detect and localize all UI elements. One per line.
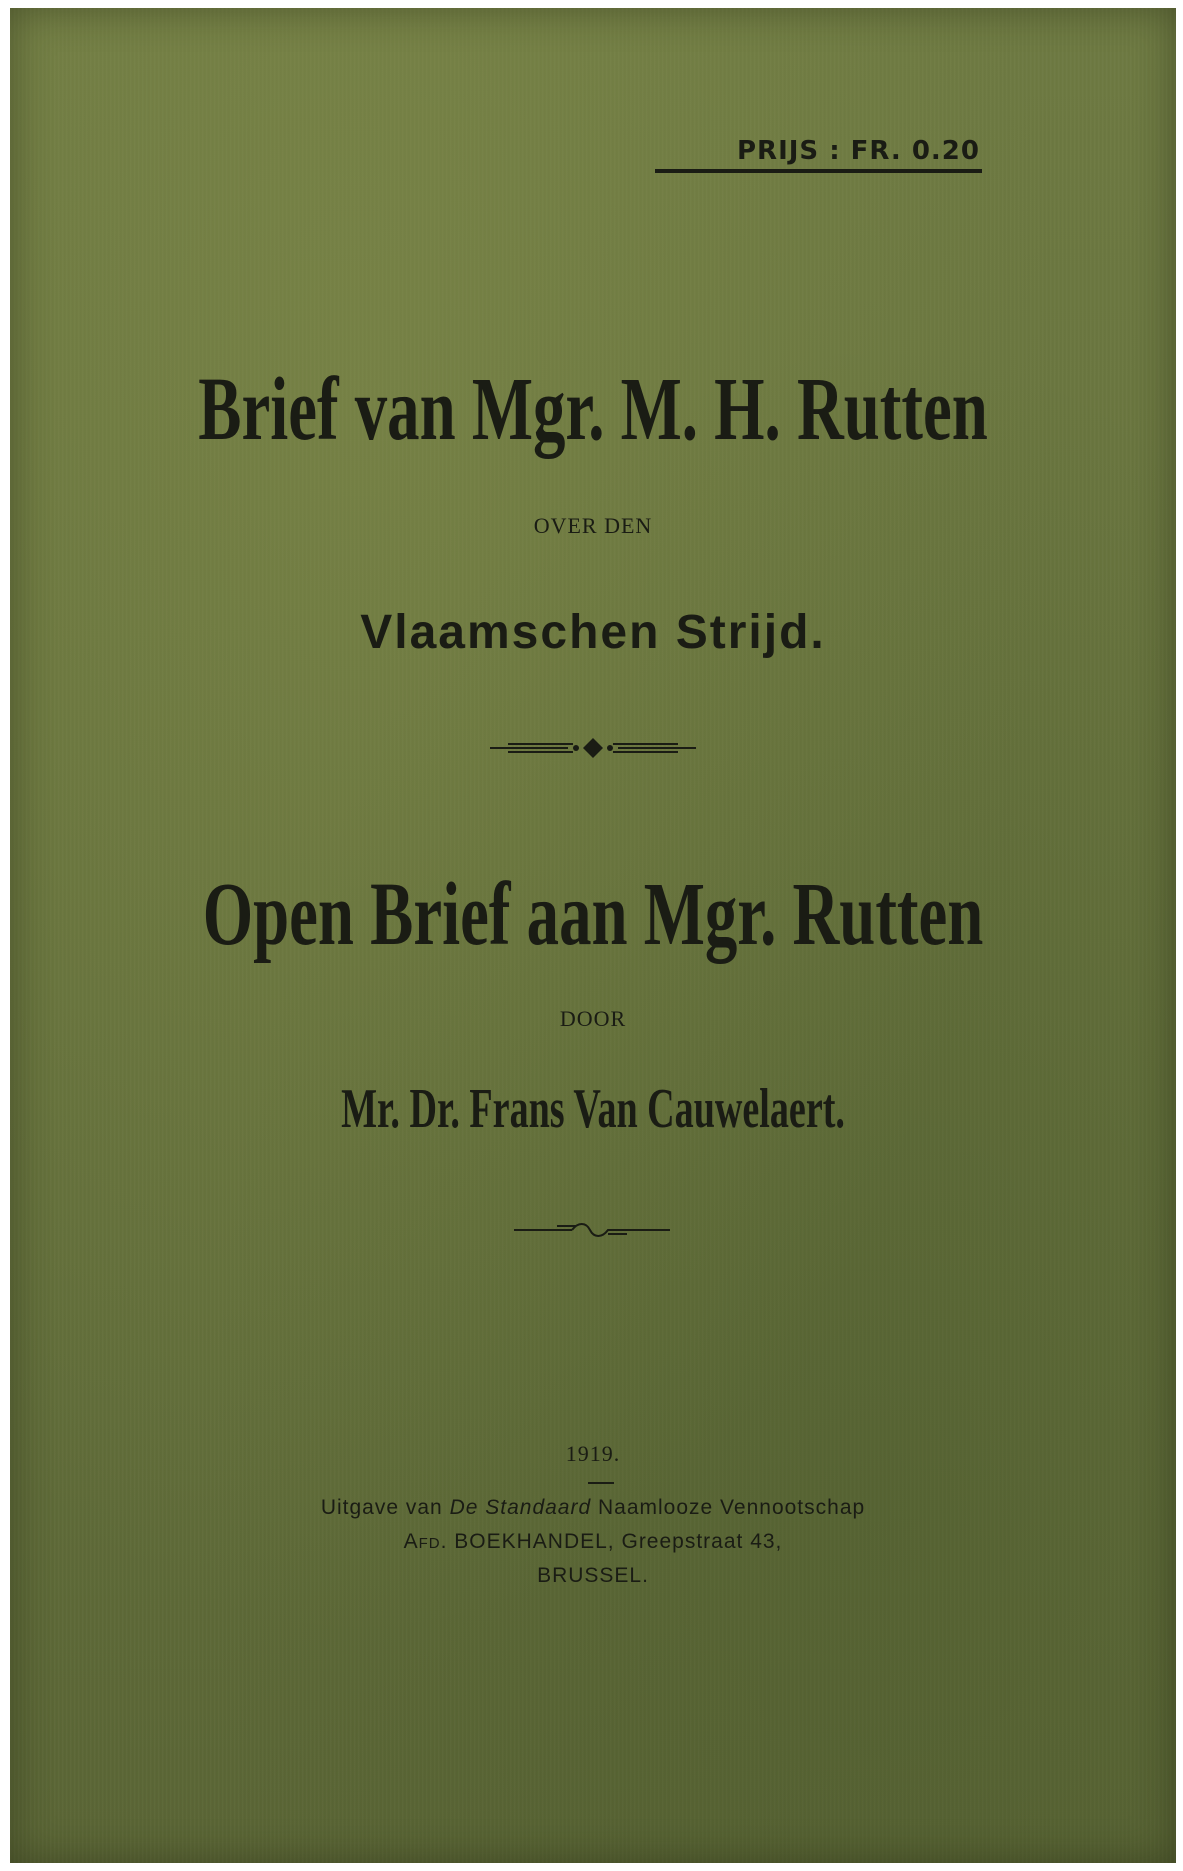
publisher-line-2	[10, 1530, 1176, 1554]
ornament-scroll-icon	[512, 1220, 672, 1240]
publisher-prefix: Uitgave van	[320, 1496, 443, 1519]
publisher-name: De Standaard	[449, 1496, 592, 1519]
author-connector: DOOR	[559, 1006, 627, 1031]
publisher-city: BRUSSEL.	[537, 1564, 649, 1587]
subtitle: Vlaamschen Strijd.	[360, 606, 826, 659]
publication-year: 1919.	[565, 1441, 621, 1466]
publisher-address: BOEKHANDEL, Greepstraat 43,	[454, 1530, 783, 1553]
second-title: Open Brief aan Mgr. Rutten	[202, 865, 984, 964]
author-name: Mr. Dr. Frans Van Cauwelaert.	[341, 1078, 845, 1140]
publisher-line-1	[10, 1496, 1176, 1520]
title-connector: OVER DEN	[533, 513, 653, 538]
publisher-suffix: Naamlooze Vennootschap	[598, 1496, 866, 1519]
main-title: Brief van Mgr. M. H. Rutten	[198, 360, 988, 459]
price-label: PRIJS : FR. 0.20	[737, 136, 980, 166]
year-dash	[588, 1482, 614, 1484]
department-abbrev: Afd.	[403, 1530, 448, 1553]
book-cover	[10, 8, 1176, 1863]
ornament-divider-icon	[488, 736, 698, 760]
price-underline	[655, 169, 982, 173]
